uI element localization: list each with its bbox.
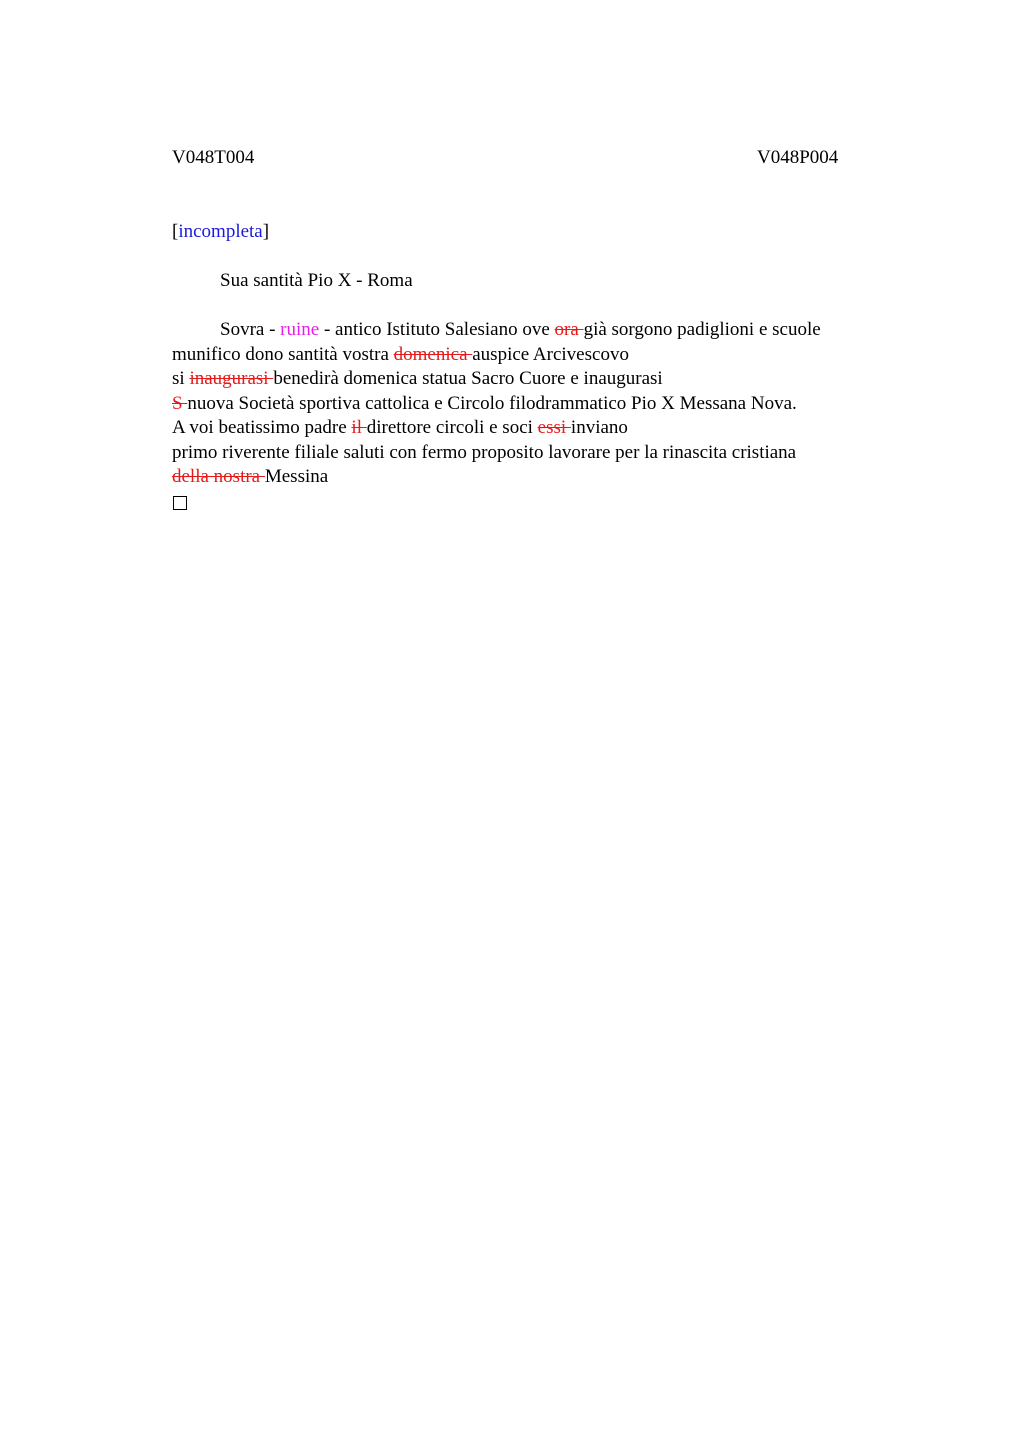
deleted-word: inaugurasi [189, 368, 274, 389]
deleted-word: S [172, 392, 188, 414]
addressee-line: Sua santità Pio X - Roma [220, 270, 413, 291]
end-marker-line [172, 490, 892, 518]
body-line-7 [172, 465, 892, 490]
body-line-1 [172, 318, 892, 343]
body-line-6 [172, 441, 892, 466]
deleted-word: essi [537, 417, 571, 438]
deleted-word: domenica [393, 343, 473, 365]
status-label: incompleta [178, 221, 263, 242]
page-id: V048P004 [757, 147, 839, 168]
text-segment: Sovra - [220, 319, 281, 340]
deleted-word: ora [554, 319, 584, 340]
text-segment: inviano [570, 417, 628, 438]
text-segment: auspice Arcivescovo [472, 343, 629, 365]
end-marker-box-icon [173, 496, 187, 510]
text-segment: si [172, 368, 190, 389]
text-segment: Messina [264, 466, 329, 487]
deleted-word: della nostra [172, 466, 265, 487]
status-note [172, 221, 269, 243]
text-segment: primo riverente filiale saluti con fermo proposito lavorare per la rinascita cristiana [172, 441, 797, 463]
text-segment: A voi beatissimo padre [172, 417, 352, 438]
body-line-4 [172, 392, 892, 417]
text-segment: già sorgono padiglioni e scuole [583, 319, 821, 340]
body-line-5 [172, 416, 892, 441]
text-segment: nuova Società sportiva cattolica e Circolo filodrammatico Pio X Messana Nova. [187, 392, 797, 414]
highlighted-word: ruine [280, 319, 320, 340]
text-segment: benedirà domenica statua Sacro Cuore e inaugurasi [273, 368, 663, 389]
status-bracket-close: ] [262, 221, 270, 242]
status-bracket-open: [ [172, 221, 179, 242]
body-line-2 [172, 343, 892, 368]
text-id: V048T004 [172, 147, 255, 168]
body-line-3 [172, 367, 892, 392]
text-segment: munifico dono santità vostra [172, 343, 394, 365]
telegram-body [172, 318, 892, 517]
deleted-word: il [351, 417, 367, 438]
text-segment: direttore circoli e soci [366, 417, 538, 438]
text-segment: - antico Istituto Salesiano ove [319, 319, 555, 340]
